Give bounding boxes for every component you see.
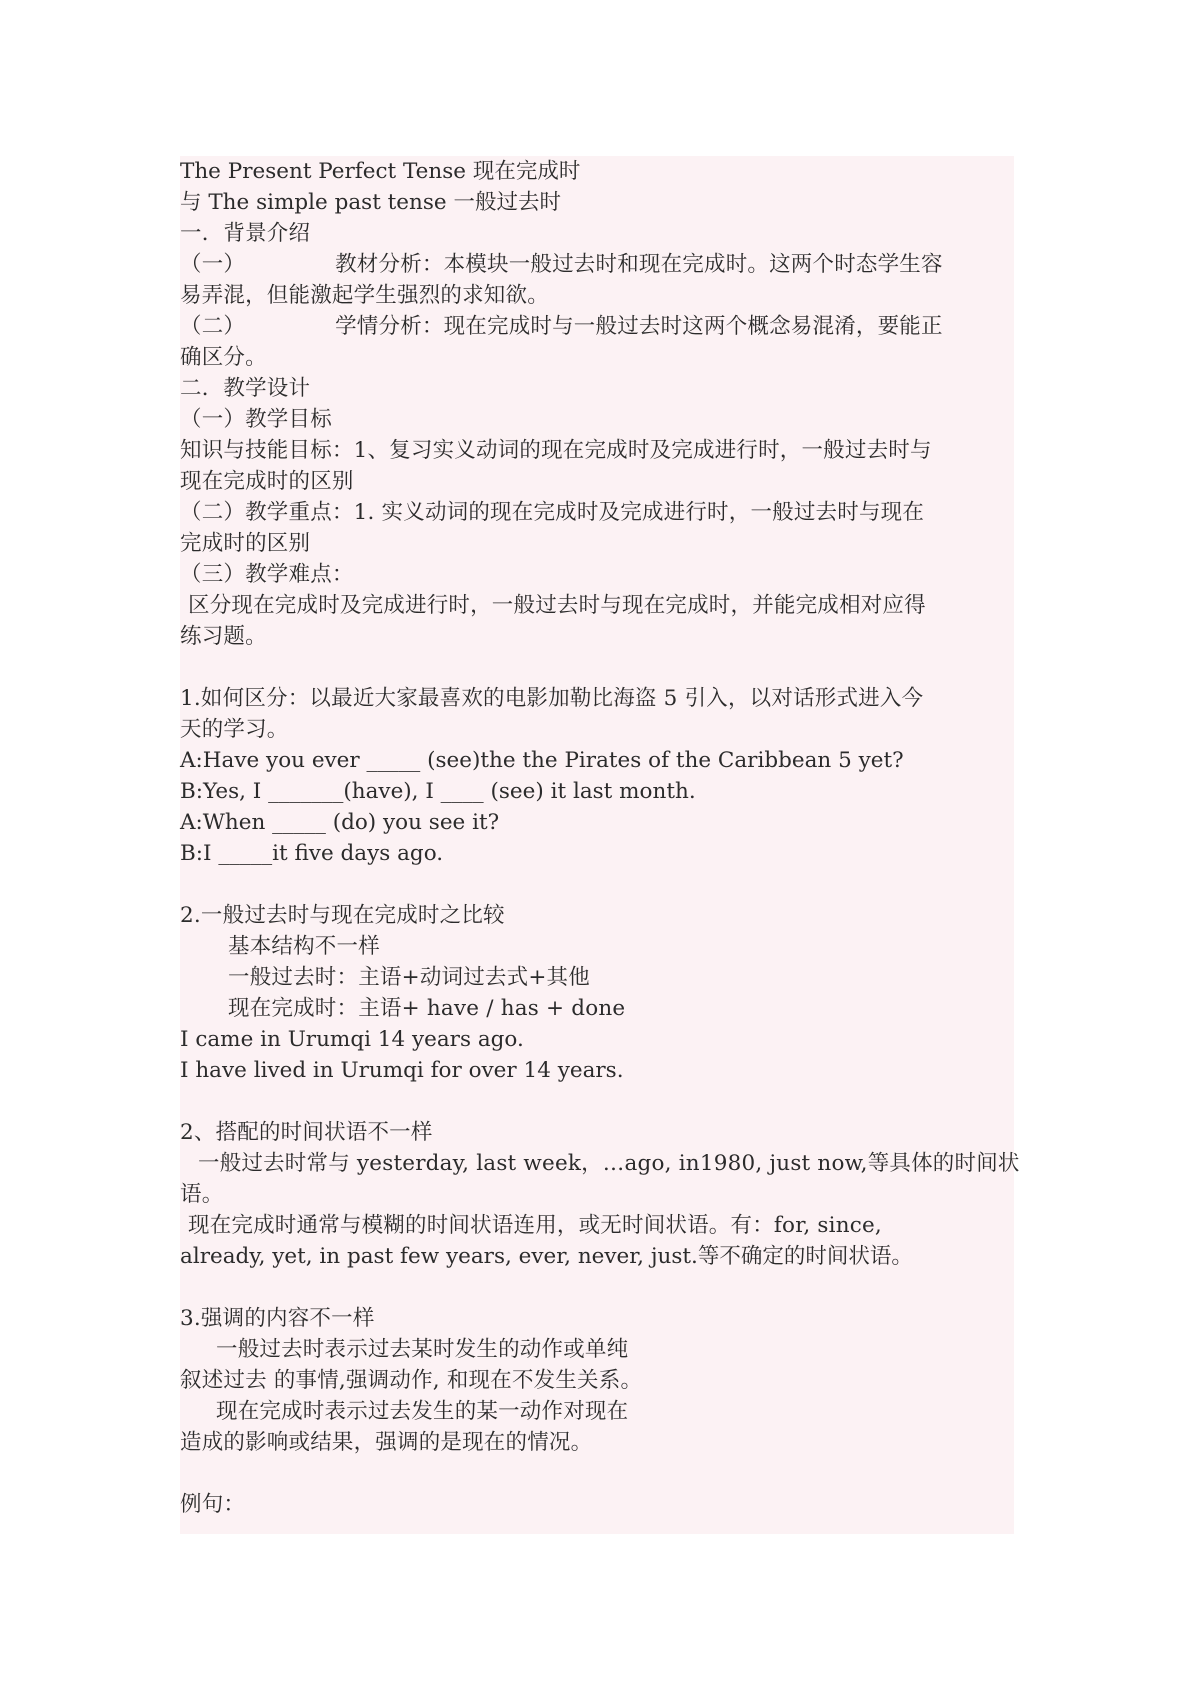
part5-heading: 例句： [180,1492,246,1517]
title-line-2: 与 The simple past tense 一般过去时 [180,190,561,215]
part4-heading: 3.强调的内容不一样 [180,1306,375,1331]
difficulty-text-cont: 练习题。 [180,624,267,649]
part2-line-1: 基本结构不一样 [228,934,380,959]
part2-line-3: 现在完成时：主语+ have / has + done [228,996,626,1021]
item-label: （二） [180,314,246,339]
blank-line [180,1086,1014,1117]
part3-text-1-cont: 语。 [180,1182,224,1207]
part2-line-2: 一般过去时：主语+动词过去式+其他 [228,965,590,990]
part4-text-1-cont: 叙述过去 的事情,强调动作, 和现在不发生关系。 [180,1368,643,1393]
part1-heading: 1.如何区分：以最近大家最喜欢的电影加勒比海盗 5 引入，以对话形式进入今 [180,686,924,711]
part2-example-1: I came in Urumqi 14 years ago. [180,1027,524,1052]
blank-line [180,1272,1014,1303]
goal-text-cont: 现在完成时的区别 [180,469,354,494]
part3-heading: 2、搭配的时间状语不一样 [180,1120,433,1145]
difficulty-heading: （三）教学难点： [180,562,354,587]
section-heading-design: 二．教学设计 [180,376,311,401]
part2-heading: 2.一般过去时与现在完成时之比较 [180,903,505,928]
dialogue-line-3: A:When _____ (do) you see it? [180,810,500,835]
blank-line [180,1458,1014,1489]
dialogue-line-4: B:I _____it five days ago. [180,841,444,866]
title-line-1: The Present Perfect Tense 现在完成时 [180,159,581,184]
key-point-text: （二）教学重点：1. 实义动词的现在完成时及完成进行时，一般过去时与现在 [180,500,925,525]
blank-line [180,652,1014,683]
goal-text: 知识与技能目标：1、复习实义动词的现在完成时及完成进行时，一般过去时与 [180,438,932,463]
item-text: 教材分析：本模块一般过去时和现在完成时。这两个时态学生容 [335,252,943,277]
part4-text-1: 一般过去时表示过去某时发生的动作或单纯 [216,1337,629,1362]
item-textbook-analysis [180,249,1014,280]
blank-line [180,869,1014,900]
part3-text-2-cont: already, yet, in past few years, ever, never, just.等不确定的时间状语。 [180,1244,913,1269]
dialogue-line-2: B:Yes, I _______(have), I ____ (see) it last month. [180,779,696,804]
item-textbook-analysis-cont: 易弄混，但能激起学生强烈的求知欲。 [180,283,549,308]
difficulty-text: 区分现在完成时及完成进行时，一般过去时与现在完成时，并能完成相对应得 [188,593,926,618]
dialogue-line-1: A:Have you ever _____ (see)the the Pirates of the Caribbean 5 yet? [180,748,904,773]
section-heading-background: 一．背景介绍 [180,221,311,246]
part3-text-1: 一般过去时常与 yesterday, last week，…ago, in1980, just now,等具体的时间状 [198,1151,1020,1176]
part1-heading-cont: 天的学习。 [180,717,289,742]
item-text: 学情分析：现在完成时与一般过去时这两个概念易混淆，要能正 [335,314,943,339]
key-point-text-cont: 完成时的区别 [180,531,311,556]
part2-example-2: I have lived in Urumqi for over 14 years. [180,1058,624,1083]
item-student-analysis-cont: 确区分。 [180,345,267,370]
document-body [180,156,1020,1520]
item-label: （一） [180,252,246,277]
part4-text-2-cont: 造成的影响或结果，强调的是现在的情况。 [180,1430,593,1455]
item-student-analysis [180,311,1014,342]
part4-text-2: 现在完成时表示过去发生的某一动作对现在 [216,1399,629,1424]
part3-text-2: 现在完成时通常与模糊的时间状语连用，或无时间状语。有：for, since, [188,1213,882,1238]
goal-heading: （一）教学目标 [180,407,332,432]
